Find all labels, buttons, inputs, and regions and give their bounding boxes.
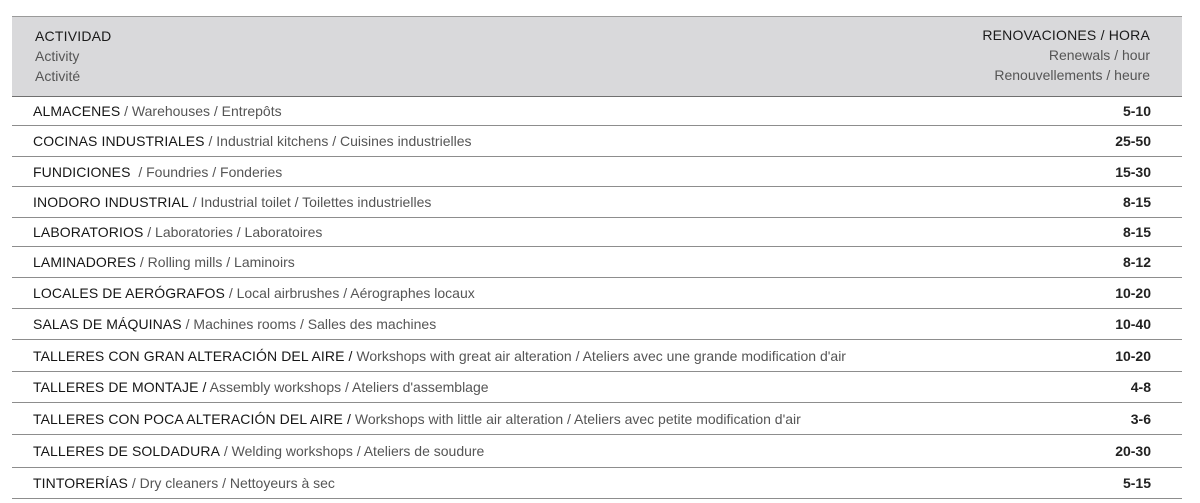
activity-name-es: LOCALES DE AERÓGRAFOS [33,285,225,301]
activity-translations: Assembly workshops / Ateliers d'assemblage [206,379,489,395]
renewals-value: 10-20 [1115,347,1151,364]
activity-cell [33,218,322,246]
activity-name-es: COCINAS INDUSTRIALES [33,133,205,149]
activity-name-es: FUNDICIONES [33,163,131,180]
table-row [12,340,1182,372]
table-row [12,247,1182,278]
activity-cell [33,468,335,498]
renewals-value: 8-15 [1122,224,1151,240]
activity-cell [33,247,295,277]
activity-translations: / Dry cleaners / Nettoyeurs à sec [127,475,335,491]
activity-translations: / Warehouses / Entrepôts [120,103,282,119]
renewals-value: 3-6 [1130,410,1151,427]
activity-translations: / Machines rooms / Salles des machines [181,316,437,332]
activity-header-fr: Activité [35,68,81,84]
activity-cell [33,97,282,125]
renewals-value: 5-10 [1122,103,1151,119]
activity-name-es: TALLERES DE SOLDADURA [33,443,221,459]
table-row [12,403,1182,435]
activity-name-es: LABORATORIOS [33,224,144,240]
table-row [12,468,1182,499]
activity-cell [33,157,282,186]
renewals-value: 15-30 [1115,163,1151,180]
activity-cell [33,278,475,308]
renewals-header-en: Renewals / hour [1048,47,1150,63]
activity-cell [33,126,472,156]
table-row [12,157,1182,187]
activity-translations: Workshops with little air alteration / Ateliers avec petite modification d'air [350,410,801,427]
renewals-header-es: RENOVACIONES / HORA [982,27,1150,43]
activity-cell [33,403,801,434]
activity-name-es: TALLERES DE MONTAJE / [33,379,207,395]
activity-cell [33,187,431,217]
activity-name-es: TALLERES CON POCA ALTERACIÓN DEL AIRE / [33,410,351,427]
renewals-header [982,25,1150,85]
activity-translations: Workshops with great air alteration / Ateliers avec une grande modification d'air [352,347,846,364]
table-row [12,187,1182,218]
table-row [12,126,1182,157]
table-row [12,372,1182,403]
renewals-value: 20-30 [1115,443,1151,459]
activity-cell [33,372,489,402]
renewals-value: 8-12 [1122,254,1151,270]
renewals-value: 5-15 [1122,475,1151,491]
renewals-value: 25-50 [1115,133,1151,149]
renewals-value: 10-20 [1115,285,1151,301]
activity-header-en: Activity [35,48,80,64]
table-body [12,97,1182,499]
table-header [12,16,1182,97]
activity-translations: / Foundries / Fonderies [130,163,283,180]
activity-translations: / Rolling mills / Laminoirs [136,254,295,270]
activity-header [35,26,111,86]
renewals-value: 4-8 [1130,379,1151,395]
activity-name-es: ALMACENES [33,103,121,119]
activity-cell [33,340,846,371]
renewals-value: 10-40 [1115,316,1151,332]
activity-cell [33,435,484,467]
activity-header-es: ACTIVIDAD [35,28,112,44]
renewals-header-fr: Renouvellements / heure [994,67,1150,83]
table-row [12,309,1182,340]
activity-translations: / Industrial toilet / Toilettes industrielles [188,194,432,210]
table-row [12,278,1182,309]
activity-name-es: SALAS DE MÁQUINAS [33,316,182,332]
activity-translations: / Industrial kitchens / Cuisines industrielles [204,133,472,149]
table-row [12,218,1182,247]
table-row [12,97,1182,126]
table-row [12,435,1182,468]
activity-name-es: LAMINADORES [33,254,137,270]
activity-translations: / Welding workshops / Ateliers de soudure [220,443,485,459]
ventilation-table [12,16,1182,499]
activity-translations: / Laboratories / Laboratoires [143,224,323,240]
activity-name-es: INODORO INDUSTRIAL [33,194,189,210]
activity-name-es: TINTORERÍAS [33,475,128,491]
renewals-value: 8-15 [1122,194,1151,210]
activity-cell [33,309,436,339]
activity-name-es: TALLERES CON GRAN ALTERACIÓN DEL AIRE / [33,347,353,364]
activity-translations: / Local airbrushes / Aérographes locaux [224,285,475,301]
